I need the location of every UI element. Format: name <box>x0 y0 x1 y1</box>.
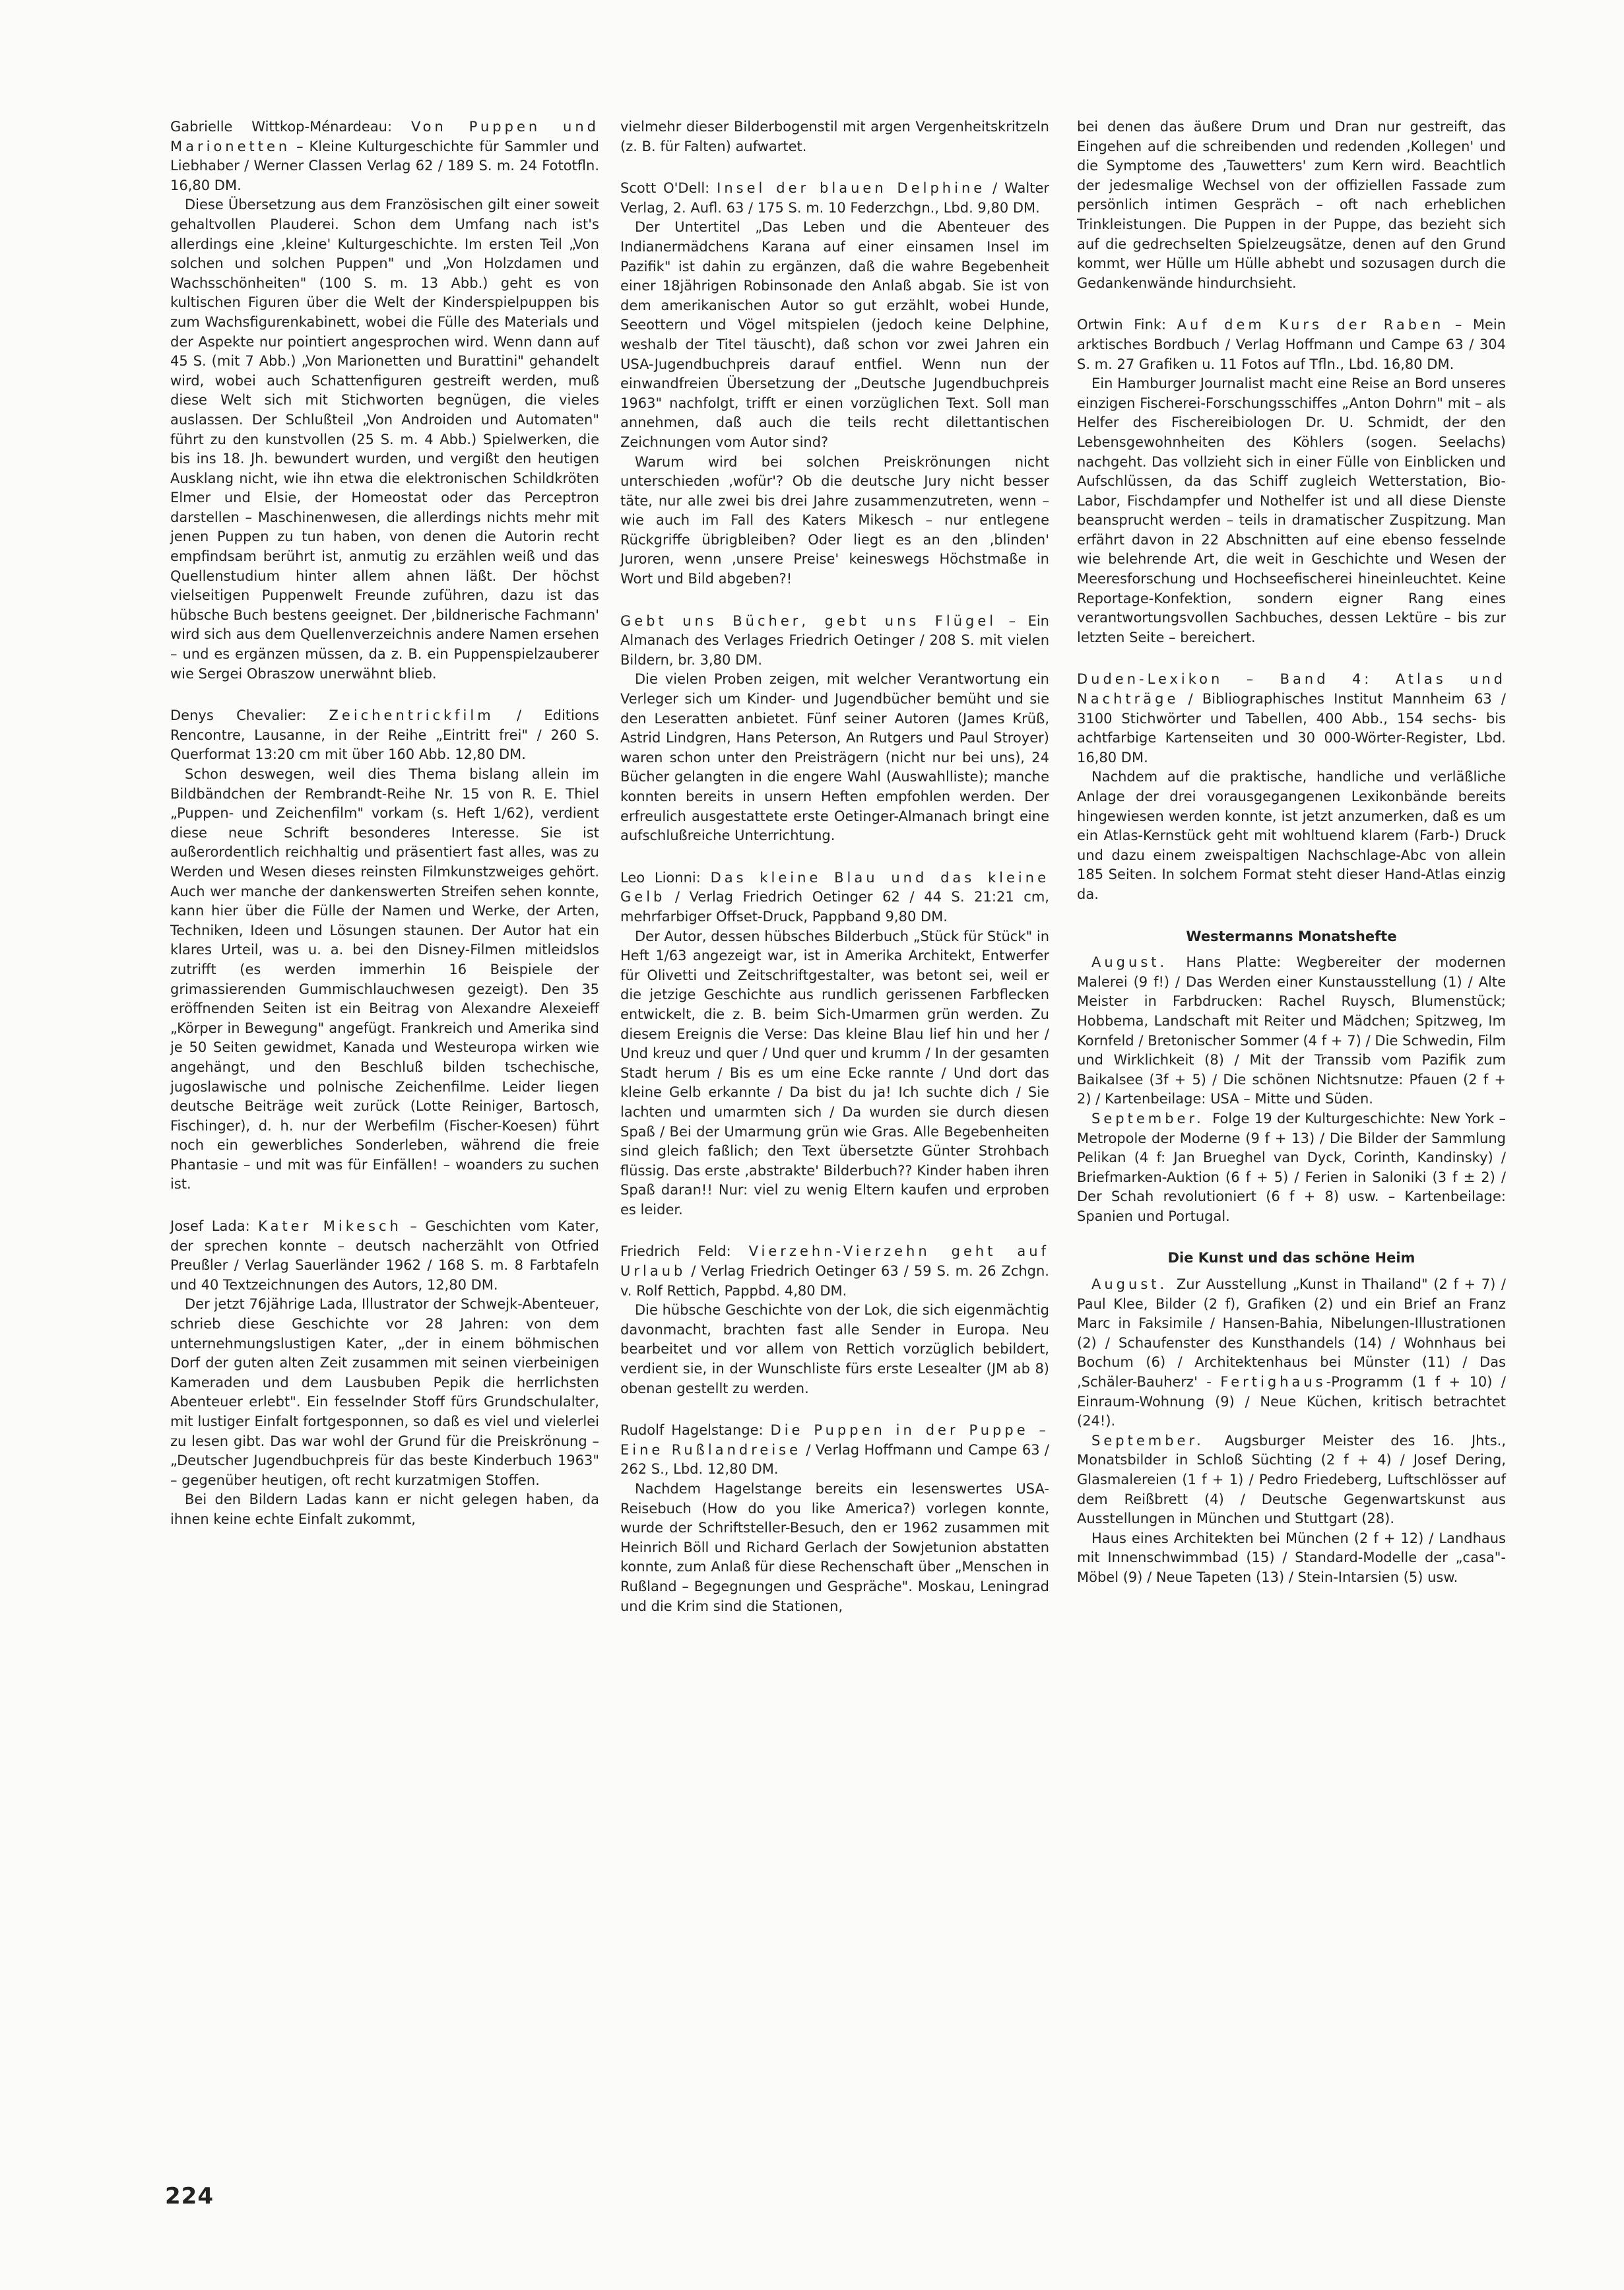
book-title: Insel der blauen Delphine <box>717 180 986 197</box>
publication-details: – Geschichten vom Kater, der sprechen konnte – deutsch nacherzählt von Otfried Preußler / Verlag Sauerländer 1962 / 168 S. m. 8 Farbtafeln und 40 Textzeichnungen des Autors, 12,80 DM. <box>170 1218 599 1293</box>
review-paragraph: Diese Übersetzung aus dem Französischen gilt einer soweit gehaltvollen Plauderei. Schon dem Umfang nach ist's allerdings eine ‚kleine' Kulturgeschichte. Im ersten Teil „Von solchen und solchen Puppen" und „Von Holzdamen und Wachsschönheiten" (100 S. m. 13 Abb.) geht es von kultischen Figuren über die Welt der Kinderspielpuppen bis zum Wachsfigurenkabinett, wobei die Fülle des Materials und der Aspekte nur pointiert angesprochen wird. Wenn dann auf 45 S. (mit 7 Abb.) „Von Marionetten und Burattini" gehandelt wird, wobei auch Schattenfiguren gestreift werden, muß diese Welt sich mit Stichworten begnügen, die vieles auslassen. Der Schlußteil „Von Androiden und Automaten" führt zu den kunstvollen (25 S. m. 4 Abb.) Spielwerken, die bis ins 18. Jh. bewundert wurden, und vergißt den heutigen Ausklang nicht, wie ihn etwa die elektronischen Schildkröten Elmer und Elsie, der Homeostat oder das Perceptron darstellen – Maschinenwesen, die allerdings nichts mehr mit jenen Puppen zu tun haben, von denen die Autorin recht empfindsam berührt ist, anmutig zu erzählen weiß und das Quellenstudium hinter allem ahnen läßt. Der höchst vielseitigen Puppenwelt Freunde zuführen, dazu ist das hübsche Buch bestens geeignet. Der ‚bildnerische Fachmann' wird sich aus dem Quellenverzeichnis andere Namen ersehen – und es ergänzen müssen, da z. B. ein Puppenspielzauberer wie Sergei Obraszow unerwähnt blieb. <box>170 197 599 682</box>
review-entry <box>170 1217 599 1530</box>
book-title: Von Puppen und Marionetten <box>170 119 599 154</box>
issue-month-label: Fertighaus <box>1220 1374 1326 1390</box>
review-paragraph: vielmehr dieser Bilderbogenstil mit argen Vergenheitskritzeln (z. B. für Falten) aufwartet. <box>620 119 1049 154</box>
issue-contents-paragraph <box>1077 953 1506 1109</box>
issue-contents-text: -Programm (1 f + 10) / Einraum-Wohnung (9) / Neue Küchen, kritisch betrachtet (24!). <box>1077 1374 1506 1429</box>
bibliographic-entry <box>620 179 1049 218</box>
review-paragraph: Warum wird bei solchen Preiskrönungen nicht unterschieden ‚wofür'? Ob die deutsche Jury nicht besser täte, nur alle zwei bis drei Jahre zusammenzutreten, wenn – wie auch im Fall des Katers Mikesch – nur entlegene Rückgriffe übrigbleiben? Oder liegt es an den ‚blinden' Juroren, wenn ‚unsere Preise' keineswegs Höchstmaße in Wort und Bild abgeben?! <box>620 453 1049 587</box>
bibliographic-entry <box>620 612 1049 671</box>
column-left <box>170 117 599 1552</box>
review-entry <box>620 1421 1049 1616</box>
book-title: Auf dem Kurs der Raben <box>1177 317 1445 333</box>
book-title: Duden-Lexikon – Band 4: Atlas und Nachträge <box>1077 671 1506 707</box>
bibliographic-entry <box>1077 315 1506 374</box>
book-title: Kater Mikesch <box>258 1218 402 1235</box>
publication-details: / Walter Verlag, 2. Aufl. 63 / 175 S. m. 10 Federzchgn., Lbd. 9,80 DM. <box>620 180 1049 216</box>
issue-month-label: September. <box>1091 1110 1213 1127</box>
issue-month-label: August. <box>1091 1276 1177 1293</box>
issue-contents-paragraph <box>1077 1529 1506 1588</box>
review-entry <box>620 179 1049 589</box>
section-heading: Westermanns Monatshefte <box>1186 928 1397 944</box>
bibliographic-entry <box>170 1217 599 1295</box>
review-paragraph: Nachdem auf die praktische, handliche und verläßliche Anlage der drei vorausgegangenen Lexikonbände bereits hingewiesen werden konnte, ist jetzt anzumerken, daß es um ein Atlas-Kernstück geht mit wohltuend klarem (Farb-) Druck und dazu einem zweispaltigen Nachschlage-Abc von allein 185 Seiten. In solchem Format steht dieser Hand-Atlas einzig da. <box>1077 769 1506 902</box>
section-heading: Die Kunst und das schöne Heim <box>1167 1250 1415 1266</box>
issue-contents-text: Haus eines Architekten bei München (2 f + 12) / Landhaus mit Innenschwimmbad (15) / Standard-Modelle der „casa"-Möbel (9) / Neue Tapeten (13) / Stein-Intarsien (5) usw. <box>1077 1530 1506 1585</box>
review-entry <box>620 117 1049 156</box>
review-paragraph: Nachdem Hagelstange bereits ein lesenswertes USA-Reisebuch (How do you like America?) vorlegen konnte, wurde der Schriftsteller-Besuch, den er 1962 zusammen mit Heinrich Böll und Richard Gerlach der Sowjetunion abstatten konnte, zum Anlaß für diese Rechenschaft über „Menschen in Rußland – Begegnungen und Gespräche". Moskau, Leningrad und die Krim sind die Stationen, <box>620 1481 1049 1614</box>
author-name: Denys Chevalier: <box>170 707 329 724</box>
publication-details: / Verlag Hoffmann und Campe 63 / 262 S., Lbd. 12,80 DM. <box>620 1441 1049 1478</box>
review-paragraph: Ein Hamburger Journalist macht eine Reise an Bord unseres einzigen Fischerei-Forschungsschiffes „Anton Dohrn" mit – als Helfer des Fischereibiologen Dr. U. Schmidt, der den Lebensgewohnheiten des Köhlers (sogen. Seelachs) nachgeht. Das vollzieht sich in einer Fülle von Einblicken und Aufschlüssen, da das Schiff zugleich Wetterstation, Bio-Labor, Fischdampfer und Nothelfer ist und all diese Dienste beansprucht werden – teils in dramatischer Zuspitzung. Man erfährt davon in 22 Abschnitten auf eine ebenso fesselnde wie belehrende Art, die weit in Geschichte und Wesen der Meeresforschung und Hochseefischerei hineinleuchtet. Keine Reportage-Konfektion, sondern eigner Rang eines verantwortungsvollen Sachbuches, dessen Lektüre – bis zur letzten Seite – bereichert. <box>1077 376 1506 645</box>
review-paragraph: bei denen das äußere Drum und Dran nur gestreift, das Eingehen auf die schreibenden und redenden ‚Kollegen' und die Symptome des ‚Tauwetters' zum Kern wird. Beachtlich der jedesmalige Wechsel von der offiziellen Fassade zum persönlich intimen Gespräch – oft nach erheblichen Trinkleistungen. Die Puppen in der Puppe, das bezieht sich auf die gedrechselten Spielzeugsätze, denen auf den Grund kommt, wer Hülle um Hülle abhebt und sozusagen durch die Gedankenwände hindurchsieht. <box>1077 119 1506 291</box>
review-entry <box>170 706 599 1194</box>
issue-contents-text: Folge 19 der Kulturgeschichte: New York – Metropole der Moderne (9 f + 13) / Die Bilder der Sammlung Pelikan (4 f: Jan Brueghel van Dyck, Corinth, Kandinsky) / Briefmarken-Auktion (6 f + 5) / Ferien in Saloniki (3 f ± 2) / Der Schah revolutioniert (6 f + 8) usw. – Kartenbeilage: Spanien und Portugal. <box>1077 1110 1506 1224</box>
author-name: Friedrich Feld: <box>620 1243 749 1260</box>
issue-contents-text: Hans Platte: Wegbereiter der modernen Malerei (9 f!) / Das Werden einer Kunstausstellung (1) / Alte Meister in Farbdrucken: Rachel Ruysch, Blumenstück; Hobbema, Landschaft mit Reiter und Mädchen; Spitzweg, Im Kornfeld / Bretonischer Sommer (4 f + 7) / Die Schwedin, Film und Wirklichkeit (8) / Mit der Transsib vom Pazifik zum Baikalsee (3f + 5) / Die schönen Nichtsnutze: Pfauen (2 f + 2) / Kartenbeilage: USA – Mitte und Süden. <box>1077 954 1506 1107</box>
author-name: Gabrielle Wittkop-Ménardeau: <box>170 119 411 135</box>
review-paragraph: Schon deswegen, weil dies Thema bislang allein im Bildbändchen der Rembrandt-Reihe Nr. 15 von R. E. Thiel „Puppen- und Zeichenfilm" vorkam (s. Heft 1/62), verdient diese neue Schrift besonderes Interesse. Sie ist außerordentlich reichhaltig und präsentiert fast alles, was zu Werden und Wesen dieses reinsten Filmkunstzweiges gehört. Auch wer manche der dankenswerten Streifen sehen konnte, kann hier über die Fülle der Namen und Werke, der Arten, Techniken, Ideen und Lösungen staunen. Der Autor hat ein klares Urteil, was u. a. bei den Disney-Filmen mitleidslos zutrifft (es werden immerhin 16 Beispiele der grimassierenden Gummischlauchwesen gezeigt). Den 35 eröffnenden Seiten ist ein Beitrag von Alexandre Alexeieff „Körper in Bewegung" angefügt. Frankreich und Amerika sind je 50 Seiten gewidmet, Kanada und Westeuropa wirken wie angehängt, und den Beschluß bilden tschechische, jugoslawische und polnische Zeichenfilme. Leider liegen deutsche Beiträge weit zurück (Lotte Reiniger, Bartosch, Fischinger), d. h. nur der Werbefilm (Fischer-Koesen) führt noch ein gewerbliches Sonderleben, während die freie Phantasie – und mit was für Einfällen! – woanders zu suchen ist. <box>170 766 599 1193</box>
review-paragraph: Bei den Bildern Ladas kann er nicht gelegen haben, da ihnen keine echte Einfalt zukommt, <box>170 1491 599 1527</box>
review-paragraph: Der Untertitel „Das Leben und die Abenteuer des Indianermädchens Karana auf einer einsamen Insel im Pazifik" ist dahin zu ergänzen, daß die wahre Begebenheit einer 18jährigen Robinsonade den Anlaß abgab. Sie ist von dem amerikanischen Autor so gut erzählt, wobei Hunde, Seeottern und Vögel mitspielen (jedoch keine Delphine, weshalb der Titel täuscht), daß schon vor zwei Jahren ein USA-Jugendbuchpreis darauf entfiel. Wenn nun der einwandfreien Übersetzung der „Deutsche Jugendbuchpreis 1963" nachfolgt, trifft er einen vorzüglichen Text. Soll man annehmen, daß auch die teils recht dilettantischen Zeichnungen vom Autor sind? <box>620 219 1049 450</box>
bibliographic-entry <box>1077 670 1506 768</box>
review-paragraph: Der Autor, dessen hübsches Bilderbuch „Stück für Stück" in Heft 1/63 angezeigt war, ist in Amerika Architekt, Entwerfer für Olivetti und Zeitschriftgestalter, was betont sei, weil er die jetzige Geschichte aus rundlich gerissenen Farbflecken entwickelt, die z. B. beim Sich-Umarmen grün werden. Zu diesem Ereignis die Verse: Das kleine Blau lief hin und her / Und kreuz und quer / Und quer und krumm / In der gesamten Stadt herum / Bis es um eine Ecke rannte / Und dort das kleine Gelb erkannte / Da bist du ja! Ich suchte dich / Sie lachten und umarmten sich / Da wurden sie durch diesen Spaß / Bei der Umarmung grün wie Gras. Alle Begebenheiten sind gleich faßlich; den Text übersetzte Günter Strohbach flüssig. Das erste ‚abstrakte' Bilderbuch?? Kinder haben ihren Spaß daran!! Nur: viel zu wenig Eltern kaufen und erproben es leider. <box>620 928 1049 1218</box>
bibliographic-entry <box>620 1242 1049 1301</box>
book-title: Zeichentrickfilm <box>329 707 494 724</box>
author-name: Leo Lionni: <box>620 869 711 886</box>
review-entry <box>1077 117 1506 293</box>
author-name: Scott O'Dell: <box>620 180 717 197</box>
issue-contents-text: Zur Ausstellung „Kunst in Thailand" (2 f + 7) / Paul Klee, Bilder (2 f), Grafiken (2) und ein Brief an Franz Marc in Faksimile / Hansen-Bahia, Nibelungen-Illustrationen (2) / Schaufenster des Kunsthandels (14) / Wohnhaus bei Bochum (6) / Architektenhaus bei Münster (11) / Das ‚Schäler-Bauherz' - <box>1077 1276 1507 1390</box>
issue-month-label: August. <box>1091 954 1186 971</box>
issue-contents-paragraph <box>1077 1275 1506 1431</box>
review-entry <box>620 868 1049 1220</box>
publication-details: / Editions Rencontre, Lausanne, in der Reihe „Eintritt frei" / 260 S. Querformat 13:20 cm mit über 160 Abb. 12,80 DM. <box>170 707 599 763</box>
review-entry <box>170 117 599 684</box>
author-name: Ortwin Fink: <box>1077 317 1177 333</box>
bibliographic-entry <box>620 1421 1049 1480</box>
issue-contents-paragraph <box>1077 1431 1506 1529</box>
page-number: 224 <box>165 2183 214 2209</box>
review-entry <box>1077 670 1506 904</box>
publication-details: – Kleine Kulturgeschichte für Sammler und Liebhaber / Werner Classen Verlag 62 / 189 S. m. 24 Fototfln. 16,80 DM. <box>170 138 599 193</box>
bibliographic-entry <box>170 117 599 195</box>
review-paragraph: Der jetzt 76jährige Lada, Illustrator der Schwejk-Abenteuer, schrieb diese Geschichte vor 28 Jahren: von dem unternehmungslustigen Kater, „der in einem böhmischen Dorf der guten alten Zeit zusammen mit seinen vierbeinigen Kameraden und dem Lausbuben Pepik die herrlichsten Abenteuer erlebt". Ein fesselnder Stoff fürs Grundschulalter, mit lustiger Einfalt fortgesponnen, so daß es viel und vielerlei zu lesen gibt. Das war wohl der Grund für die Preiskrönung – „Deutscher Jugendbuchpreis für das beste Kinderbuch 1963" – gegenüber heutigen, oft recht kurzatmigen Stoffen. <box>170 1296 599 1488</box>
review-entry <box>620 1242 1049 1398</box>
issue-contents-text: Augsburger Meister des 16. Jhts., Monatsbilder in Schloß Süchting (2 f + 4) / Josef Dering, Glasmalereien (1 f + 1) / Pedro Friedeberg, Luftschlösser auf dem Reißbrett (4) / Deutsche Gegenwartskunst aus Ausstellungen in München und Stuttgart (28). <box>1077 1432 1507 1527</box>
publication-details: – Mein arktisches Bordbuch / Verlag Hoffmann und Campe 63 / 304 S. m. 27 Grafiken u. 11 Fotos auf Tfln., Lbd. 16,80 DM. <box>1077 317 1506 372</box>
review-paragraph: Die hübsche Geschichte von der Lok, die sich eigenmächtig davonmacht, brachten fast alle Sender in Europa. Neu bearbeitet und vor allem von Rettich vorzüglich bebildert, verdient sie, in der Wunschliste fürs erste Lesealter (JM ab 8) obenan gestellt zu werden. <box>620 1302 1049 1396</box>
review-entry <box>1077 315 1506 647</box>
column-middle <box>620 117 1049 1639</box>
book-title: Vierzehn-Vierzehn geht auf Urlaub <box>620 1243 1049 1280</box>
author-name: Rudolf Hagelstange: <box>620 1422 771 1439</box>
issue-month-label: September. <box>1091 1432 1225 1449</box>
review-entry <box>620 612 1049 846</box>
publication-details: / Verlag Friedrich Oetinger 62 / 44 S. 21:21 cm, mehrfarbiger Offset-Druck, Pappband 9,80 DM. <box>620 889 1049 925</box>
author-name: Josef Lada: <box>170 1218 259 1235</box>
book-title: Gebt uns Bücher, gebt uns Flügel <box>620 612 997 629</box>
bibliographic-entry <box>620 868 1049 927</box>
publication-details: / Verlag Friedrich Oetinger 63 / 59 S. m. 26 Zchgn. v. Rolf Rettich, Pappbd. 4,80 DM. <box>620 1263 1049 1299</box>
review-paragraph: Die vielen Proben zeigen, mit welcher Verantwortung ein Verleger sich um Kinder- und Jugendbücher bemüht und sie den Leseratten anbietet. Fünf seiner Autoren (James Krüß, Astrid Lindgren, Hans Peterson, An Rutgers und Paul Stroyer) waren schon unter den Preisträgern (nicht nur bei uns), 24 Bücher gelangten in die engere Wahl (Auswahlliste); manche konnten bereits in unsern Heften empfohlen werden. Der erfreulich ausgestattete erste Oetinger-Almanach bringt eine aufschlußreiche Unterrichtung. <box>620 671 1049 844</box>
book-title: Das kleine Blau und das kleine Gelb <box>620 869 1049 905</box>
bibliographic-entry <box>170 706 599 765</box>
publication-details: – Ein Almanach des Verlages Friedrich Oetinger / 208 S. mit vielen Bildern, br. 3,80 DM. <box>620 612 1049 668</box>
review-entry <box>1077 927 1506 1227</box>
book-title: Die Puppen in der Puppe – Eine Rußlandreise <box>620 1422 1049 1458</box>
column-right <box>1077 117 1506 1610</box>
review-entry <box>1077 1249 1506 1587</box>
publication-details: / Bibliographisches Institut Mannheim 63 / 3100 Stichwörter und Tabellen, 400 Abb., 154 sechs- bis achtfarbige Kartenseiten und 30 000-Wörter-Register, Lbd. 16,80 DM. <box>1077 691 1506 766</box>
issue-contents-paragraph <box>1077 1109 1506 1227</box>
